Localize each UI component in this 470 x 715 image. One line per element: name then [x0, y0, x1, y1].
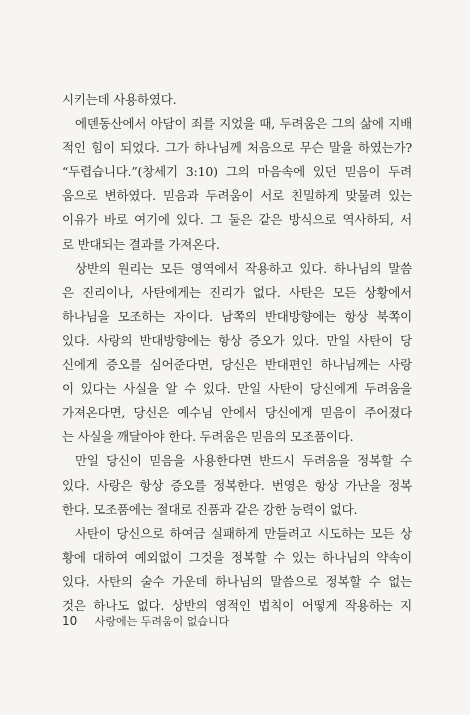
text-line: 한다. 모조품에는 절대로 진품과 같은 강한 능력이 없다.: [62, 501, 358, 517]
text-line: 것은 하나도 없다. 상반의 영적인 법칙이 어떻게 작용하는 지: [62, 597, 412, 613]
page-footer: [62, 613, 229, 629]
body-text: [62, 88, 412, 618]
text-line: 은 진리이나, 사탄에게는 진리가 없다. 사탄은 모든 상황에서: [62, 284, 412, 300]
text-line: 가져온다면, 당신은 예수님 안에서 당신에게 믿음이 주어졌다: [62, 405, 412, 421]
text-line: 에덴동산에서 아담이 죄를 지었을 때, 두려움은 그의 삶에 지배: [75, 116, 412, 132]
text-line: 있다. 사랑의 반대방향에는 항상 증오가 있다. 만일 사탄이 당: [62, 332, 412, 348]
text-line: 상반의 원리는 모든 영역에서 작용하고 있다. 하나님의 말씀: [75, 260, 412, 276]
text-line: 있다. 사랑은 항상 증오를 정복한다. 번영은 항상 가난을 정복: [62, 477, 412, 493]
text-line: 이유가 바로 여기에 있다. 그 둘은 같은 방식으로 역사하되, 서: [62, 212, 412, 228]
text-line: 신에게 증오를 심어준다면, 당신은 반대편인 하나님께는 사랑: [62, 357, 412, 373]
text-line: 만일 당신이 믿음을 사용한다면 반드시 두려움을 정복할 수: [75, 453, 412, 469]
text-line: 사탄이 당신으로 하여금 실패하게 만들려고 시도하는 모든 상: [75, 525, 412, 541]
text-line: 하나님을 모조하는 자이다. 남쪽의 반대방향에는 항상 북쪽이: [62, 308, 412, 324]
page-number: 10: [62, 614, 78, 628]
text-line: 황에 대하여 예외없이 그것을 정복할 수 있는 하나님의 약속이: [62, 549, 412, 565]
text-line: 로 반대되는 결과를 가져온다.: [62, 236, 220, 252]
running-title: 사랑에는 두려움이 없습니다: [94, 615, 230, 628]
text-line: 적인 힘이 되었다. 그가 하나님께 처음으로 무슨 말을 하였는가?: [62, 140, 412, 156]
text-line: 시키는데 사용하였다.: [62, 92, 177, 107]
text-line: 이 있다는 사실을 알 수 있다. 만일 사탄이 당신에게 두려움을: [62, 381, 412, 397]
text-line: 는 사실을 깨달아야 한다. 두려움은 믿음의 모조품이다.: [62, 429, 354, 445]
text-line: 있다. 사탄의 술수 가운데 하나님의 말씀으로 정복할 수 없는: [62, 573, 412, 589]
text-line: 움으로 변하였다. 믿음과 두려움이 서로 친밀하게 맞물려 있는: [62, 188, 412, 204]
text-line: “두렵습니다.”(창세기 3:10) 그의 마음속에 있던 믿음이 두려: [62, 164, 412, 180]
